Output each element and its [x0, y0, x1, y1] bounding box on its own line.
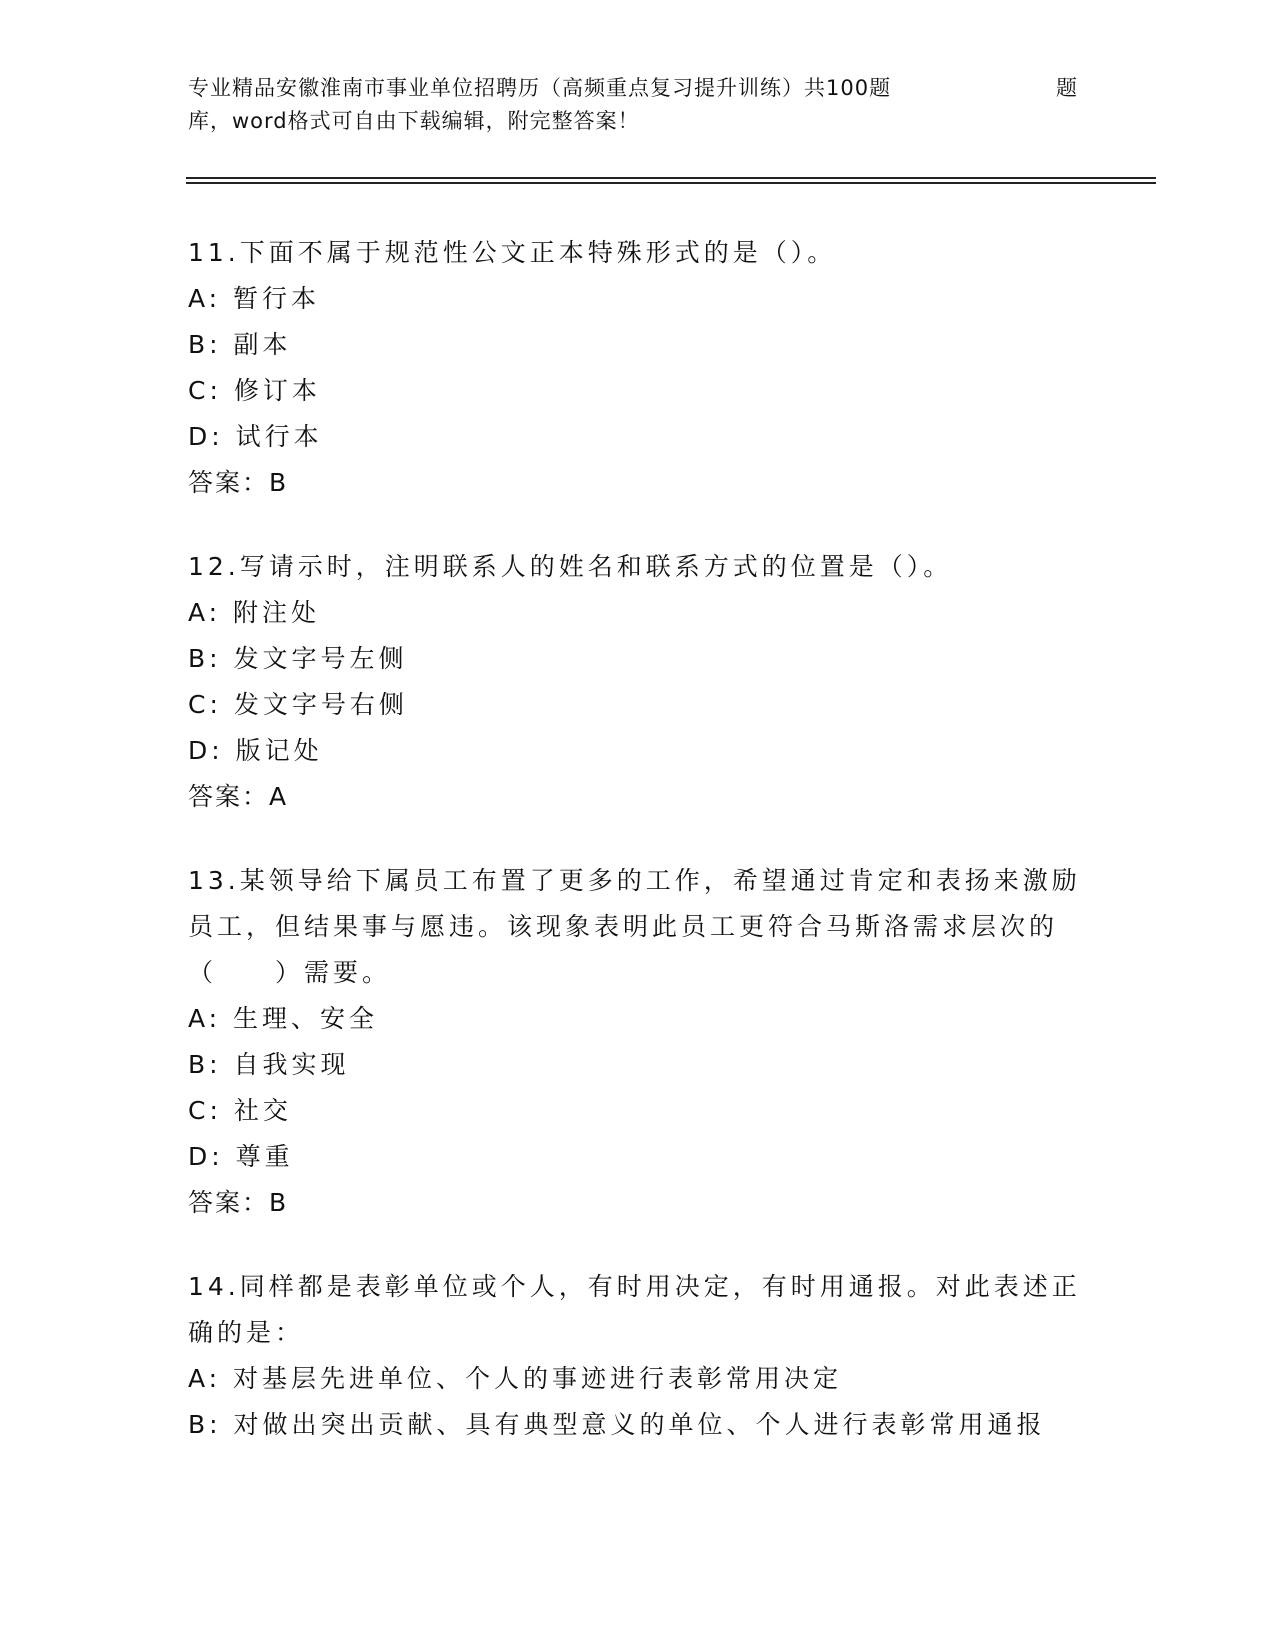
option-b: B: 发文字号左侧: [188, 644, 408, 673]
option-d: D: 尊重: [188, 1142, 294, 1171]
header-line-1-trail: 题: [1056, 76, 1078, 100]
option-a: A: 生理、安全: [188, 1004, 379, 1033]
option-d: D: 版记处: [188, 736, 323, 765]
document-header: [188, 72, 1088, 138]
option-b: B: 对做出突出贡献、具有典型意义的单位、个人进行表彰常用通报: [188, 1410, 1046, 1439]
question-12: [188, 544, 1088, 820]
question-text-line-2: 确的是：: [188, 1318, 305, 1347]
question-text-line-2: 员工，但结果事与愿违。该现象表明此员工更符合马斯洛需求层次的: [188, 912, 1059, 941]
answer-line: 答案：B: [188, 468, 289, 497]
option-b: B: 副本: [188, 330, 292, 359]
header-line-2: 库，word格式可自由下载编辑，附完整答案！: [188, 109, 640, 133]
question-text-line-1: 13.某领导给下属员工布置了更多的工作，希望通过肯定和表扬来激励: [188, 866, 1081, 895]
option-c: C: 修订本: [188, 376, 321, 405]
answer-line: 答案：B: [188, 1188, 289, 1217]
header-divider-bottom: [186, 182, 1156, 184]
question-text: 11.下面不属于规范性公文正本特殊形式的是（）。: [188, 238, 837, 267]
question-text-line-3: （ ）需要。: [188, 958, 392, 987]
question-text-line-1: 14.同样都是表彰单位或个人，有时用决定，有时用通报。对此表述正: [188, 1272, 1081, 1301]
option-c: C: 社交: [188, 1096, 292, 1125]
question-14: [188, 1264, 1088, 1448]
question-13: [188, 858, 1088, 1226]
option-d: D: 试行本: [188, 422, 323, 451]
header-divider-top: [186, 177, 1156, 179]
option-a: A: 暂行本: [188, 284, 321, 313]
option-a: A: 附注处: [188, 598, 321, 627]
option-c: C: 发文字号右侧: [188, 690, 408, 719]
question-list: [188, 230, 1088, 1486]
header-line-1: 专业精品安徽淮南市事业单位招聘历（高频重点复习提升训练）共100题: [188, 76, 892, 100]
question-11: [188, 230, 1088, 506]
question-text: 12.写请示时，注明联系人的姓名和联系方式的位置是（）。: [188, 552, 953, 581]
answer-line: 答案：A: [188, 782, 289, 811]
option-a: A: 对基层先进单位、个人的事迹进行表彰常用决定: [188, 1364, 843, 1393]
option-b: B: 自我实现: [188, 1050, 350, 1079]
